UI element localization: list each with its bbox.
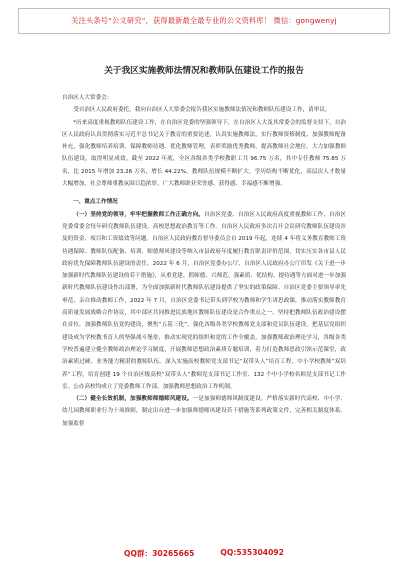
subsection-2-heading: （二）健全长效机制，加强教师师德师风建设。 bbox=[73, 396, 193, 403]
footer-qq-group: QQ群：30265665 bbox=[124, 549, 195, 558]
subsection-1-heading: （一）坚持党的领导，牢牢把握教师工作正确方向。 bbox=[73, 211, 204, 218]
footer-qq: QQ:535304092 bbox=[220, 548, 284, 557]
overview-paragraph: *历来高度重视教师队伍建设工作，在自治区党委的坚强领导下，在自治区人大及其常委会的监督支持下，自治区人民政府认真贯彻落实习近平总书记关于教育的重要论述，认真实施教师法，实行教师资格制度、加强教师配备补充，强化教师培养培训、保障教师待遇、优化教师管理，表彰奖励优秀教师，提高教师社会地位，大力加强教师队伍建设，取得明显成效。截至 2022 年底，全区各级各类学校教职工共 96.75 万名，其中专任教师 75.85 万名，比 2015 年增加 23.26 万名，增长 44.22%。教师队伍规模不断扩大，学历结构不断优化，高层次人才数量大幅增加，社会尊师重教氛围日趋浓厚，广大教师职业荣誉感、获得感、幸福感不断增强。 bbox=[62, 119, 346, 188]
salutation: 自治区人大常委会： bbox=[62, 95, 113, 101]
section-heading: 一、重点工作情况 bbox=[73, 199, 118, 206]
subsection-1-body: 自治区党委、自治区人民政府高度重视教师工作，自治区党委常委会每年研究教师队伍建设，高校思想政治教育等工作。自治区人民政府多次召开会议研究教师队伍建设涉及的资金、项目和工资绩效等问题。自治区人民政府教育督导委员会自 2019 年起，连续 4 年将义务教育教师工资待遇保障、教师队伍配备、培训、师德师风建设等纳入市县政府年度履行教育职责评价范围，切实压实各市县人民政府优先保障教师队伍建设的责任。2022 年 6 月，自治区党委办公厅、自治区人民政府办公厅印发《关于进一步加强新时代教师队伍建设的若干措施》，从重党建、抓师德、兴师范、强素质、优结构、提待遇等方面对进一步加强新时代教师队伍建设作出部署，为全面加强新时代教师队伍建设提供了坚实的政策保障。自治区党委主要领导率先垂范，亲自推动教师工作，2022 年 7 月，自治区党委书记带头到学校为教师和学生讲思政课，推动落实教师教育高质量发展战略合作协议，其中部区共同推进民族地区教师队伍建设是合作重点之一。坚持把教师队伍政治建设摆在首位，加强教师队伍党的建设，聚焦“五基三化”，强化各级各类学校教师党支部和党员队伍建设，把基层党组织建设成为学校教书育人的坚强战斗堡垒，推动实现党的组织和党的工作全覆盖。加强教师政治理论学习，各级各类学校普遍建立健全教师政治理论学习制度，开展教师思想政治素质专题培训，着力打造教师思政引领示范课堂，政治素质过硬、业务能力精湛的教师队伍。深入实施高校教师党支部书记“双带头人”培育工程，中小学校教师“双培养”工程，培育创建 19 个自治区级高校“双带头人”教师党支部书记工作室、132 个中小学校名师党支部书记工作室。公办高校均成立了党委教师工作部，加强教师思想政治工作机制。 bbox=[62, 211, 346, 390]
document-body bbox=[62, 92, 346, 430]
header-banner bbox=[18, 8, 390, 34]
banner-text: 关注头条号“公文研究”，获得最新最全最专业的公文资料库！ 微信：gongwenyj bbox=[71, 16, 337, 25]
subsection-2 bbox=[62, 393, 346, 430]
document-title: 关于我区实施教师法情况和教师队伍建设工作的报告 bbox=[104, 66, 304, 76]
footer-contact bbox=[0, 548, 408, 559]
subsection-1 bbox=[62, 209, 346, 393]
subsection-2-body: 一是加强师德师风制度建设。严格落实新时代高校、中小学、幼儿园教师职业行为十项准则，制定出台进一步加强师德师风建设若干措施等系列政策文件，完善相关制度体系。加强监督 bbox=[62, 396, 346, 427]
intro-paragraph: 受自治区人民政府委托，我向自治区人大常委会报告我区实施教师法情况和教师队伍建设工作，请审议。 bbox=[73, 107, 331, 114]
